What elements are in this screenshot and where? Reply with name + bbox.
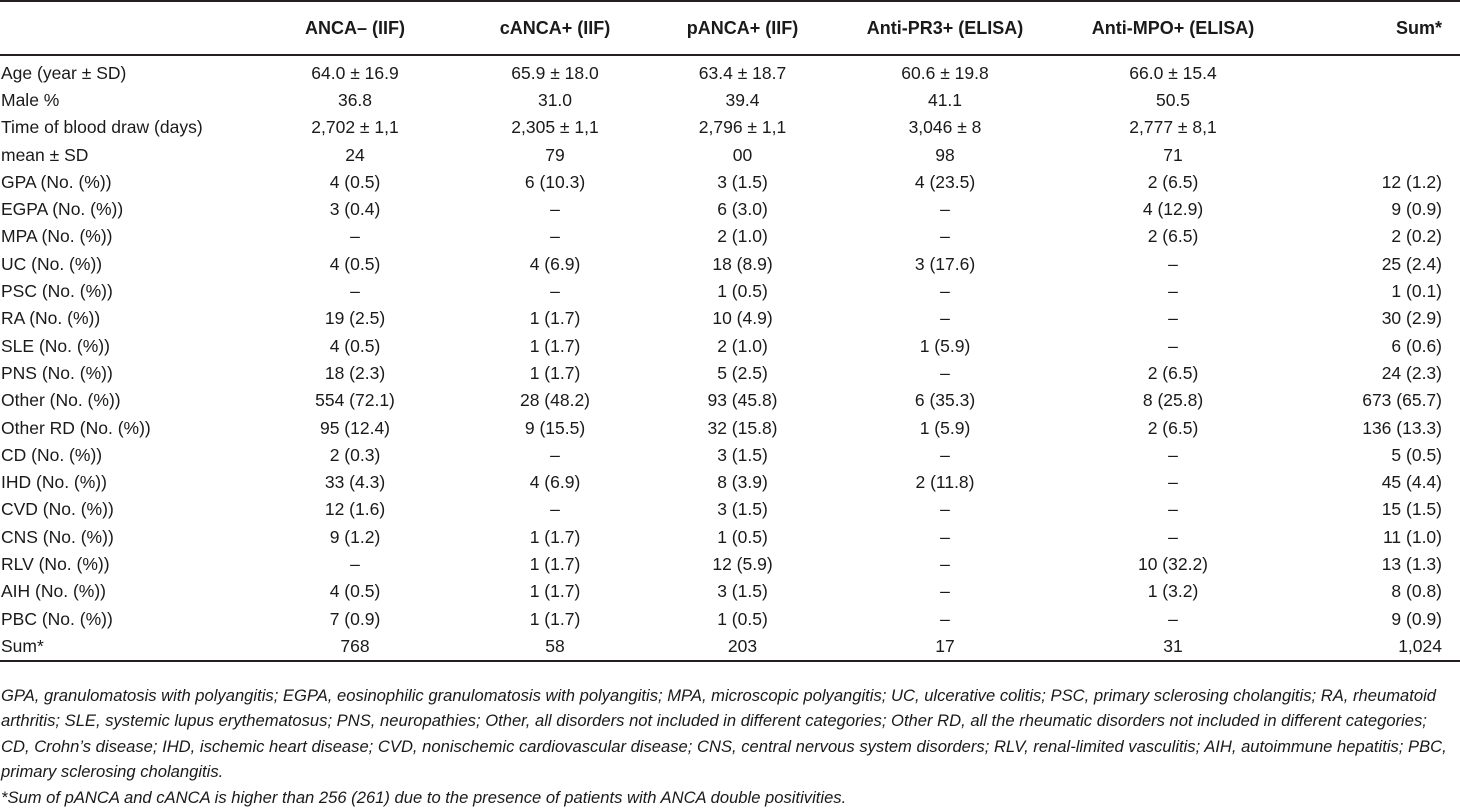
table-row [0,169,1460,196]
table-row [0,605,1460,632]
data-table [0,2,1460,660]
row-label: PNS (No. (%)) [1,362,113,383]
table-row [0,442,1460,469]
table-cell: 12 (5.9) [712,553,773,574]
table-header [0,2,1460,56]
table-cell: 1 (5.9) [919,335,971,356]
table-cell: 2 (6.5) [1147,226,1199,247]
column-header: ANCA– (IIF) [305,17,405,38]
table-cell: 3 (1.5) [717,499,768,520]
table-cell: 2 (1.0) [717,226,768,247]
table-cell: 2 (1.0) [717,335,768,356]
table-cell: 1 (1.7) [529,335,581,356]
table-cell: – [940,553,950,574]
table-cell: 50.5 [1155,89,1191,110]
sum-footnote: *Sum of pANCA and cANCA is higher than 256 (261) due to the presence of patients with ANCA double positivities. [1,787,847,807]
table-row [0,305,1460,332]
table-cell: 2,702 ± 1,1 [311,117,399,138]
row-label: MPA (No. (%)) [1,226,113,247]
table-cell: 3 (1.5) [717,171,768,192]
table-cell: – [940,226,950,247]
table-cell: 7 (0.9) [329,608,381,629]
table-cell: 9 (15.5) [524,417,586,438]
table-cell: 98 [935,144,955,165]
table-cell: – [1168,526,1178,547]
abbreviations-footnote: GPA, granulomatosis with polyangitis; EGPA, eosinophilic granulomatosis with polyangitis; MPA, microscopic polyangitis; UC, ulcerative colitis; PSC, primary sclerosing cholangitis; RA, rheumatoid arthritis; SLE, systemic lupus erythematosus; PNS, neuropathies; Other, all disorders not included in different categories; Other RD, all the rheumatic disorders not included in different categories; CD, Crohn’s disease; IHD, ischemic heart disease; CVD, nonischemic cardiovascular disease; CNS, central nervous system disorders; RLV, renal-limited vasculitis; AIH, autoimmune hepatitis; PBC, primary sclerosing cholangitis. [1,686,1447,782]
table-cell: 00 [732,144,753,165]
column-header: Sum* [1395,17,1442,38]
column-header: pANCA+ (IIF) [686,17,799,38]
table-row [0,578,1460,605]
table-cell: 554 (72.1) [315,390,395,411]
table-body [0,56,1460,661]
column-header: cANCA+ (IIF) [499,17,611,38]
table-cell: 66.0 ± 15.4 [1129,62,1217,83]
table-cell: 1 (0.1) [1391,281,1442,302]
table-cell: 39.4 [725,89,760,110]
table-cell: – [350,226,360,247]
table-cell: – [1168,253,1178,274]
column-header: Anti-PR3+ (ELISA) [866,17,1024,38]
table-cell: – [350,553,360,574]
table-cell: 30 (2.9) [1381,308,1442,329]
table-cell: – [1168,444,1178,465]
table-cell [1291,87,1460,114]
table-cell: 1 (5.9) [919,417,971,438]
table-cell: 2,305 ± 1,1 [511,117,599,138]
table-cell: – [940,308,950,329]
header-label-column [0,2,250,54]
table-row [0,278,1460,305]
table-cell: 2 (0.3) [329,444,381,465]
table-cell: 31 [1163,635,1183,656]
table-cell: 15 (1.5) [1381,499,1442,520]
table-cell [1291,56,1460,87]
table-cell: 63.4 ± 18.7 [698,62,787,83]
table-cell: 2 (6.5) [1147,171,1199,192]
row-label: CNS (No. (%)) [1,526,114,547]
row-label: RLV (No. (%)) [1,553,110,574]
table-cell: – [550,499,560,520]
table-cell: – [940,608,950,629]
table-cell: 12 (1.6) [324,499,386,520]
table-cell: 6 (10.3) [524,171,586,192]
table-cell: 24 (2.3) [1381,362,1442,383]
table-cell: 1 (1.7) [529,308,581,329]
table-cell: 11 (1.0) [1382,526,1442,547]
table-cell: 32 (15.8) [707,417,778,438]
row-label: PSC (No. (%)) [1,281,113,302]
table-cell: 13 (1.3) [1381,553,1442,574]
table-cell: 4 (23.5) [914,171,976,192]
header-row [0,2,1460,54]
table-cell: 4 (0.5) [329,253,381,274]
table-cell: 2 (0.2) [1391,226,1442,247]
row-label: Sum* [1,635,44,656]
table-cell: 1 (3.2) [1147,581,1199,602]
table-cell: 203 [727,635,758,656]
row-label: AIH (No. (%)) [1,581,106,602]
table-cell: – [940,199,950,220]
table-cell: 4 (0.5) [329,581,381,602]
table-cell: 24 [345,144,365,165]
table-cell: 1 (0.5) [717,608,768,629]
table-cell: 19 (2.5) [324,308,386,329]
table-cell: – [1168,281,1178,302]
table-cell: 2 (11.8) [915,472,975,493]
table-cell: 2 (6.5) [1147,362,1199,383]
table-cell: 1 (1.7) [529,526,581,547]
table-cell: 1 (0.5) [717,526,768,547]
table-row [0,223,1460,250]
table-row [0,87,1460,114]
table-cell: 1 (1.7) [529,581,581,602]
table-cell: 18 (2.3) [324,362,386,383]
table-cell: – [940,444,950,465]
table-cell: – [1168,308,1178,329]
table-cell: 2,796 ± 1,1 [698,117,787,138]
table-cell: – [550,281,560,302]
table-cell: 1 (1.7) [529,553,581,574]
table-row [0,332,1460,359]
table-cell: – [940,526,950,547]
table-cell: – [940,499,950,520]
table-cell: 12 (1.2) [1381,171,1442,192]
table-row [0,251,1460,278]
table-cell: 45 (4.4) [1381,472,1442,493]
table-cell: 1,024 [1398,635,1442,656]
row-label: IHD (No. (%)) [1,472,107,493]
table-row [0,114,1460,141]
table-cell: 36.8 [337,89,373,110]
table-cell: – [1168,335,1178,356]
row-label: CVD (No. (%)) [1,499,114,520]
row-label: Other RD (No. (%)) [1,417,151,438]
table-row [0,387,1460,414]
table-cell: 9 (0.9) [1391,199,1442,220]
row-label: PBC (No. (%)) [1,608,113,629]
row-label: Other (No. (%)) [1,390,121,411]
table-cell: 4 (6.9) [529,253,581,274]
row-label: mean ± SD [1,144,89,165]
table-cell: 3 (1.5) [717,581,768,602]
row-label: SLE (No. (%)) [1,335,110,356]
table-cell: – [1168,499,1178,520]
table-row [0,496,1460,523]
table-cell: 3,046 ± 8 [908,117,982,138]
table-cell: 2 (6.5) [1147,417,1199,438]
table-cell: 10 (32.2) [1137,553,1209,574]
table-cell: 6 (3.0) [717,199,768,220]
row-label: Age (year ± SD) [1,62,127,83]
table-cell: 9 (0.9) [1391,608,1442,629]
table-row [0,360,1460,387]
table-row [0,524,1460,551]
table-cell: – [1168,608,1178,629]
row-label: RA (No. (%)) [1,308,101,329]
table-cell: 95 (12.4) [319,417,391,438]
table-cell: 673 (65.7) [1362,390,1442,411]
table-cell: – [940,362,950,383]
table-cell: – [1168,472,1178,493]
table-row [0,551,1460,578]
table-cell: 79 [545,144,565,165]
table-cell: 25 (2.4) [1381,253,1442,274]
table-cell: 8 (0.8) [1391,581,1442,602]
table-cell: 71 [1163,144,1183,165]
table-cell: 8 (25.8) [1142,390,1204,411]
table-cell: 5 (2.5) [717,362,768,383]
table-row [0,414,1460,441]
table-row [0,469,1460,496]
column-header: Anti-MPO+ (ELISA) [1091,17,1255,38]
table-cell: 6 (35.3) [914,390,976,411]
table-cell: 4 (0.5) [329,171,381,192]
table-cell: – [550,226,560,247]
table-cell: 1 (1.7) [529,362,581,383]
table-cell: 60.6 ± 19.8 [901,62,989,83]
table-cell: – [350,281,360,302]
table-bottom-rule [0,660,1460,662]
table-row [0,56,1460,87]
table-cell: 8 (3.9) [717,472,768,493]
table-cell: 18 (8.9) [712,253,773,274]
table-cell: – [940,281,950,302]
table-cell: 31.0 [537,89,573,110]
table-cell: 136 (13.3) [1362,417,1442,438]
table-row [0,196,1460,223]
table-cell: 768 [340,635,370,656]
table-cell: 64.0 ± 16.9 [311,62,399,83]
row-label: UC (No. (%)) [1,253,103,274]
table-cell: 93 (45.8) [707,390,778,411]
table-cell: 9 (1.2) [329,526,381,547]
table-cell [1291,141,1460,168]
table-cell: 28 (48.2) [519,390,591,411]
table-cell: 65.9 ± 18.0 [511,62,599,83]
row-label: Male % [1,89,60,110]
table-cell: 2,777 ± 8,1 [1129,117,1217,138]
table-row [0,633,1460,660]
table-cell: 5 (0.5) [1391,444,1442,465]
table-cell: – [550,199,560,220]
row-label: Time of blood draw (days) [1,117,203,138]
table-cell: 4 (0.5) [329,335,381,356]
table-row [0,141,1460,168]
table-cell: 4 (6.9) [529,472,581,493]
table-cell: 41.1 [927,89,963,110]
table-cell: 1 (1.7) [529,608,581,629]
table-cell [1291,114,1460,141]
row-label: EGPA (No. (%)) [1,199,124,220]
table-footnotes [1,683,1459,810]
table-cell: – [550,444,560,465]
table-cell: 17 [935,635,955,656]
table-cell: 33 (4.3) [324,472,386,493]
table-cell: 3 (17.6) [914,253,976,274]
table-cell: 10 (4.9) [712,308,773,329]
table-cell: 4 (12.9) [1142,199,1204,220]
table-cell: 1 (0.5) [717,281,768,302]
table-cell: 6 (0.6) [1391,335,1442,356]
table-cell: 3 (0.4) [329,199,381,220]
row-label: CD (No. (%)) [1,444,103,465]
row-label: GPA (No. (%)) [1,171,112,192]
table-cell: – [940,581,950,602]
table-cell: 3 (1.5) [717,444,768,465]
table-cell: 58 [545,635,565,656]
